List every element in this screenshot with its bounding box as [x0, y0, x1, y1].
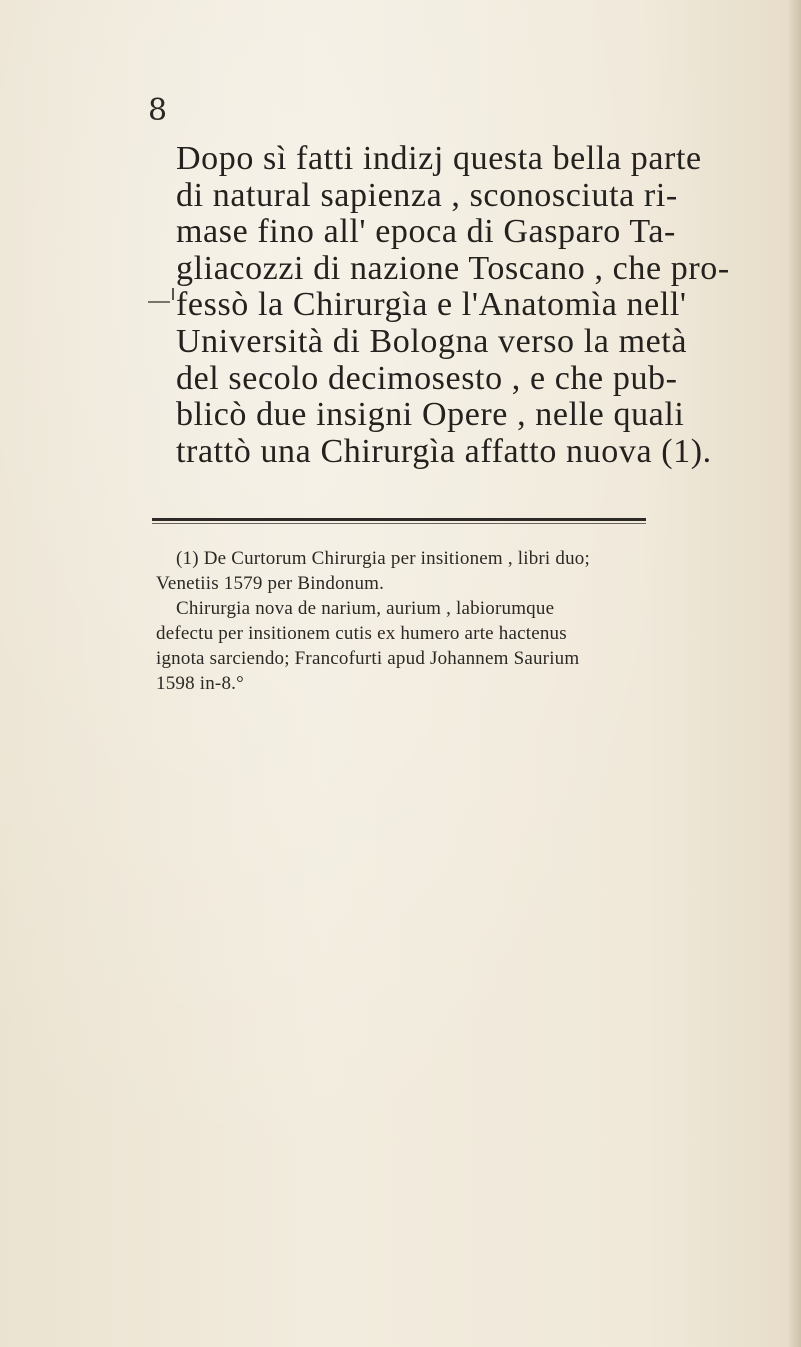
body-line: mase fino all' epoca di Gasparo Ta- [176, 213, 676, 251]
footnote-line: Venetiis 1579 per Bindonum. [156, 573, 385, 594]
body-line: trattò una Chirurgìa affatto nuova (1). [176, 432, 712, 470]
footnote-line: 1598 in-8.° [156, 673, 244, 694]
body-line: Università di Bologna verso la metà [176, 322, 688, 360]
body-line: gliacozzi di nazione Toscano , che pro- [176, 249, 730, 287]
page-number: 8 [148, 93, 168, 128]
page-edge-shadow [787, 0, 801, 1347]
footnote [156, 546, 646, 696]
footnote-line: Chirurgia nova de narium, aurium , labiorumque [176, 598, 555, 619]
footnote-divider [152, 518, 646, 521]
footnote-divider-thin [152, 523, 646, 524]
body-line: blicò due insigni Opere , nelle quali [176, 396, 685, 434]
body-line: Dopo sì fatti indizj questa bella parte [176, 140, 702, 177]
body-line: fessò la Chirurgìa e l'Anatomìa nell' [176, 286, 687, 324]
body-line: di natural sapienza , sconosciuta ri- [176, 176, 678, 214]
footnote-line: defectu per insitionem cutis ex humero arte hactenus [156, 623, 567, 644]
body-line: del secolo decimosesto , e che pub- [176, 359, 678, 397]
footnote-line: ignota sarciendo; Francofurti apud Johannem Saurium [156, 648, 580, 669]
body-paragraph [176, 140, 730, 470]
margin-mark [148, 301, 170, 303]
margin-tick [172, 288, 174, 300]
footnote-line: (1) De Curtorum Chirurgia per insitionem , libri duo; [176, 548, 590, 569]
